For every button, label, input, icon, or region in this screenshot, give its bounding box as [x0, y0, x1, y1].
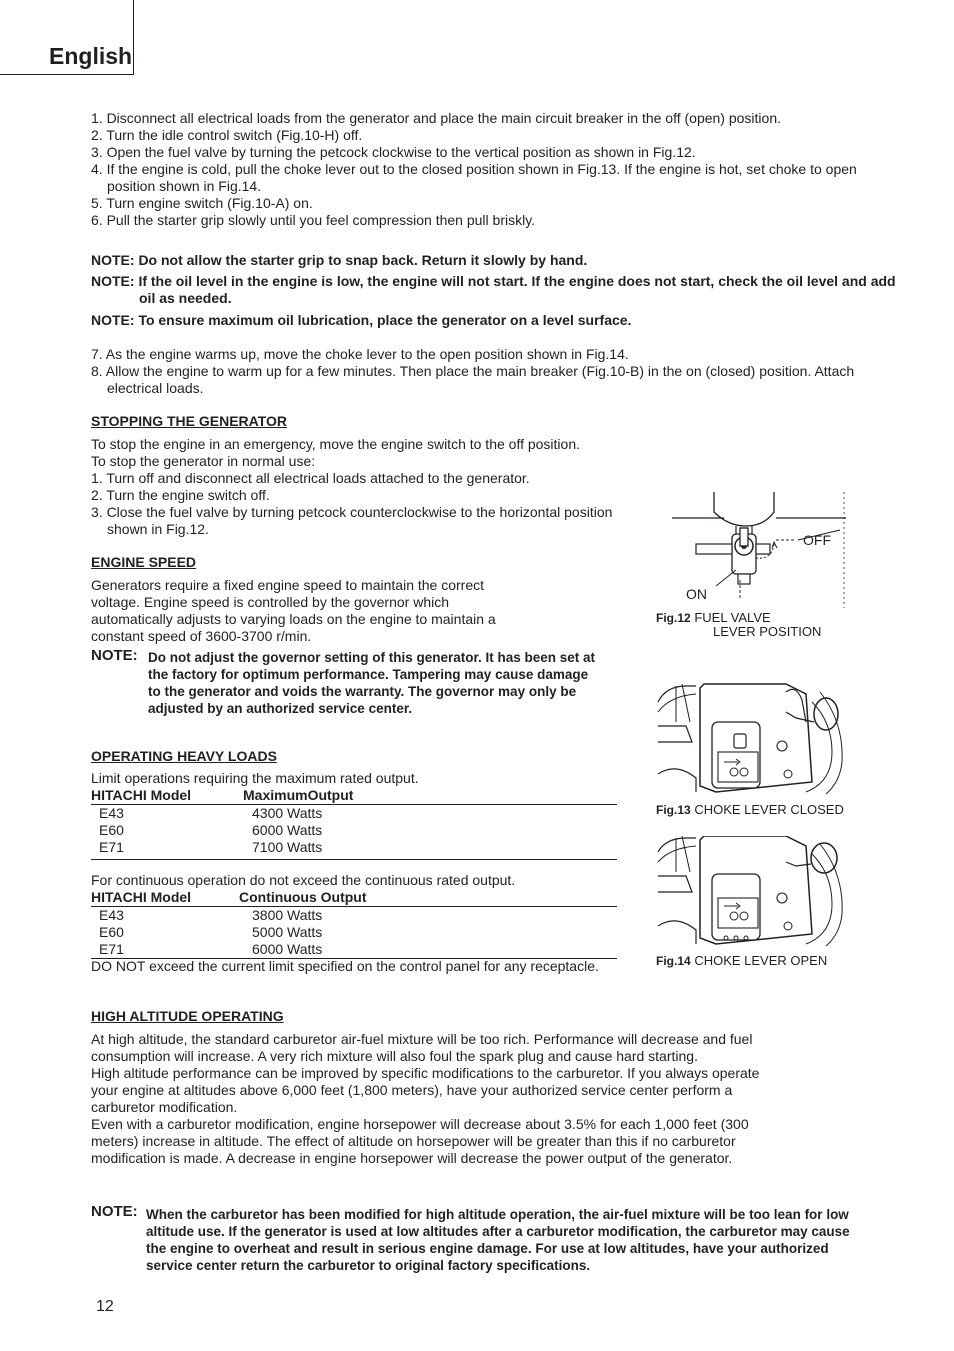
high-altitude-heading: HIGH ALTITUDE OPERATING	[91, 1008, 284, 1024]
stopping-heading: STOPPING THE GENERATOR	[91, 413, 288, 429]
table-row	[91, 805, 617, 823]
table-cell: E60	[99, 924, 124, 940]
engine-speed-note-text: Do not adjust the governor setting of this generator. It has been set at the factory for optimum performance. Tampering may cause damage to the generator and voids the warranty. The governor may only be adjusted by an authorized service center.	[148, 650, 596, 716]
high-altitude-para: At high altitude, the standard carburetor air-fuel mixture will be too rich. Performance will decrease and fuel consumption will increase. A very rich mixture will also foul the spark plug and cause hard starting.	[91, 1031, 753, 1064]
list-item: 4. If the engine is cold, pull the choke lever out to the closed position shown in Fig.13. If the engine is hot, set choke to open position shown in Fig.14.	[91, 161, 857, 194]
fig12-label-off: OFF	[803, 532, 831, 548]
stopping-line: 3. Close the fuel valve by turning petcock counterclockwise to the horizontal position shown in Fig.12.	[91, 504, 613, 537]
table-cell: 6000 Watts	[252, 941, 323, 957]
note-level-surface: NOTE: To ensure maximum oil lubrication, place the generator on a level surface.	[91, 312, 632, 328]
continuous-output-table	[91, 889, 617, 959]
fig14-choke-open-illustration	[656, 836, 846, 946]
heavy-loads-heading: OPERATING HEAVY LOADS	[91, 748, 277, 764]
table-row	[91, 924, 617, 941]
table-cell: 7100 Watts	[252, 839, 323, 855]
fig14-number: Fig.14	[656, 954, 691, 968]
note-starter-grip: NOTE: Do not allow the starter grip to snap back. Return it slowly by hand.	[91, 252, 588, 268]
fig12-caption-line2: LEVER POSITION	[713, 624, 822, 639]
fig13-caption	[656, 803, 844, 817]
table-cell: 5000 Watts	[252, 924, 323, 940]
page-number: 12	[96, 1298, 114, 1315]
note-oil-level: NOTE: If the oil level in the engine is low, the engine will not start. If the engine does not start, check the oil level and add oil as needed.	[91, 273, 896, 306]
table-cell: 6000 Watts	[252, 822, 323, 838]
max-output-table	[91, 787, 617, 860]
heavy-loads-intro-max: Limit operations requiring the maximum rated output.	[91, 770, 419, 786]
table-cell: E71	[99, 941, 124, 957]
high-altitude-note-text: When the carburetor has been modified for high altitude operation, the air-fuel mixture will be too lean for low altitude use. If the generator is used at low altitudes after a carburetor modification, the carburetor may cause the engine to overheat and result in serious engine damage. For use at low altitudes, have your authorized service center return the carburetor to original factory specifications.	[146, 1207, 850, 1273]
fig13-caption-text: CHOKE LEVER CLOSED	[694, 802, 844, 817]
table-cell: 4300 Watts	[252, 805, 323, 821]
table-header-row	[91, 787, 617, 805]
fig14-caption-text: CHOKE LEVER OPEN	[694, 953, 828, 968]
engine-speed-heading: ENGINE SPEED	[91, 554, 197, 570]
table-row	[91, 839, 617, 860]
table-row	[91, 822, 617, 839]
fig13-choke-closed-illustration	[656, 682, 846, 794]
table-header: MaximumOutput	[243, 787, 354, 803]
table-header: HITACHI Model	[91, 889, 192, 905]
list-item: 1. Disconnect all electrical loads from the generator and place the main circuit breaker in the off (open) position.	[91, 110, 781, 126]
heavy-loads-warning: DO NOT exceed the current limit specified on the control panel for any receptacle.	[91, 958, 599, 974]
table-cell: E71	[99, 839, 124, 855]
fig14-caption	[656, 954, 827, 968]
list-item: 5. Turn engine switch (Fig.10-A) on.	[91, 195, 313, 211]
warm-steps-list	[91, 346, 861, 397]
table-cell: E60	[99, 822, 124, 838]
fig12-label-on: ON	[686, 586, 707, 602]
table-header: HITACHI Model	[91, 787, 192, 803]
high-altitude-body	[91, 1031, 781, 1167]
list-item: 2. Turn the idle control switch (Fig.10-H) off.	[91, 127, 363, 143]
stopping-section	[91, 436, 651, 538]
table-header-row	[91, 889, 617, 907]
table-header: Continuous Output	[239, 889, 367, 905]
fig13-number: Fig.13	[656, 803, 691, 817]
heavy-loads-intro-continuous: For continuous operation do not exceed the continuous rated output.	[91, 872, 516, 888]
fig12-caption-line1: FUEL VALVE	[694, 610, 771, 625]
list-item: 6. Pull the starter grip slowly until you feel compression then pull briskly.	[91, 212, 536, 228]
high-altitude-para: High altitude performance can be improved by specific modifications to the carburetor. If you always operate your engine at altitudes above 6,000 feet (1,800 meters), have your authorized service center perform a carburetor modification.	[91, 1065, 760, 1115]
table-row	[91, 907, 617, 925]
engine-speed-note-label: NOTE:	[91, 647, 138, 664]
table-row	[91, 941, 617, 959]
fig12-fuel-valve-illustration	[656, 490, 848, 608]
list-item: 3. Open the fuel valve by turning the petcock clockwise to the vertical position as shown in Fig.12.	[91, 144, 696, 160]
start-steps-list	[91, 110, 861, 229]
stopping-line: To stop the generator in normal use:	[91, 453, 316, 469]
stopping-line: 1. Turn off and disconnect all electrical loads attached to the generator.	[91, 470, 530, 486]
high-altitude-para: Even with a carburetor modification, engine horsepower will decrease about 3.5% for each 1,000 feet (300 meters) increase in altitude. The effect of altitude on horsepower will be greater than this if no carburetor modification is made. A decrease in engine horsepower will decrease the power output of the generator.	[91, 1116, 749, 1166]
list-item: 7. As the engine warms up, move the choke lever to the open position shown in Fig.14.	[91, 346, 629, 362]
table-cell: E43	[99, 805, 124, 821]
stopping-line: 2. Turn the engine switch off.	[91, 487, 270, 503]
high-altitude-note-label: NOTE:	[91, 1203, 138, 1220]
table-cell: E43	[99, 907, 124, 923]
stopping-line: To stop the engine in an emergency, move the engine switch to the off position.	[91, 436, 581, 452]
engine-speed-body: Generators require a fixed engine speed to maintain the correct voltage. Engine speed is controlled by the governor which automatically adjusts to varying loads on the engine to maintain a constant speed of 3600-3700 r/min.	[91, 577, 496, 644]
language-title: English	[49, 43, 133, 69]
list-item: 8. Allow the engine to warm up for a few minutes. Then place the main breaker (Fig.10-B) in the on (closed) position. Attach electrical loads.	[91, 363, 855, 396]
fig12-number: Fig.12	[656, 611, 691, 625]
fig12-caption	[656, 611, 771, 625]
table-cell: 3800 Watts	[252, 907, 323, 923]
